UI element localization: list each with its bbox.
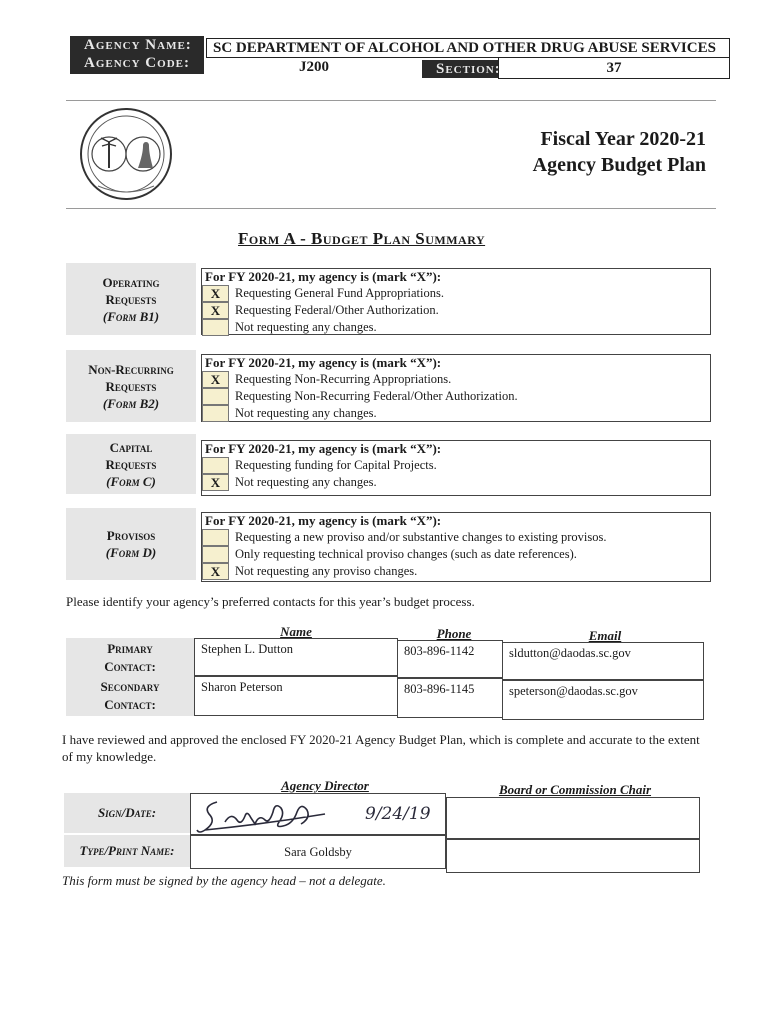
- option-row: [202, 285, 710, 302]
- col-header-agency-director: Agency Director: [281, 778, 369, 793]
- section-label-form: (Form D): [105, 545, 157, 560]
- col-header-email: Email: [588, 628, 622, 643]
- form-title: Form A - Budget Plan Summary: [238, 229, 486, 248]
- col-header-name: Name: [280, 624, 312, 639]
- section-label-line: Requests: [105, 378, 157, 394]
- director-signature-icon: [195, 794, 365, 838]
- top-divider: [66, 100, 716, 101]
- agency-header-labels: [70, 36, 204, 74]
- agency-code-value: J200: [299, 59, 329, 75]
- mark-box[interactable]: X: [202, 285, 229, 302]
- budget-plan-line: Agency Budget Plan: [532, 154, 706, 176]
- option-text: Requesting funding for Capital Projects.: [235, 458, 437, 472]
- mark-box[interactable]: [202, 457, 229, 474]
- signature-date: 9/24/19: [365, 804, 431, 824]
- mark-box[interactable]: [202, 546, 229, 563]
- section-label-line: Operating: [102, 274, 160, 290]
- operating-requests-label: [66, 263, 196, 335]
- option-row: [202, 457, 710, 474]
- signature-footnote: This form must be signed by the agency head – not a delegate.: [62, 873, 386, 888]
- mark-box[interactable]: [202, 405, 229, 422]
- fiscal-year-line: Fiscal Year 2020-21: [540, 128, 706, 150]
- panel-heading: For FY 2020-21, my agency is (mark “X”):: [205, 513, 442, 528]
- option-text: Requesting Non-Recurring Appropriations.: [235, 372, 452, 386]
- option-text: Requesting Non-Recurring Federal/Other Authorization.: [235, 389, 518, 403]
- provisos-label: [66, 508, 196, 580]
- capital-requests-label: [66, 434, 196, 494]
- option-text: Requesting Federal/Other Authorization.: [235, 303, 439, 317]
- option-row: [202, 529, 710, 546]
- capital-requests-panel: [201, 440, 711, 496]
- option-text: Requesting a new proviso and/or substantive changes to existing provisos.: [235, 530, 607, 544]
- panel-heading: For FY 2020-21, my agency is (mark “X”):: [205, 355, 442, 370]
- option-text: Not requesting any changes.: [235, 475, 377, 489]
- secondary-contact-label: [66, 676, 194, 716]
- section-label-line: Non-Recurring: [88, 361, 174, 377]
- agency-name-field: [206, 38, 730, 58]
- option-text: Requesting General Fund Appropriations.: [235, 286, 444, 300]
- title-divider: [66, 208, 716, 209]
- mark-box[interactable]: X: [202, 474, 229, 491]
- option-row: [202, 474, 710, 491]
- option-row: [202, 563, 710, 580]
- contact-label-line: Secondary: [100, 679, 160, 694]
- mark-box[interactable]: [202, 529, 229, 546]
- approval-statement: I have reviewed and approved the enclosed FY 2020-21 Agency Budget Plan, which is complete and accurate to the extent of my knowledge.: [62, 732, 700, 764]
- mark-box[interactable]: [202, 319, 229, 336]
- mark-box[interactable]: [202, 388, 229, 405]
- mark-box[interactable]: X: [202, 371, 229, 388]
- primary-email-cell[interactable]: sldutton@daodas.sc.gov: [502, 642, 704, 680]
- option-text: Not requesting any proviso changes.: [235, 564, 418, 578]
- primary-contact-label: [66, 638, 194, 678]
- section-label-line: Requests: [105, 456, 157, 472]
- contact-label-line: Contact:: [104, 659, 156, 674]
- state-seal-icon: [78, 106, 174, 202]
- contact-label-line: Contact:: [104, 697, 156, 712]
- panel-heading: For FY 2020-21, my agency is (mark “X”):: [205, 269, 442, 284]
- secondary-name-cell[interactable]: Sharon Peterson: [194, 676, 398, 716]
- section-label-form: (Form B1): [102, 308, 160, 324]
- secondary-email-cell[interactable]: speterson@daodas.sc.gov: [502, 680, 704, 720]
- director-signature-cell[interactable]: [190, 793, 446, 835]
- operating-requests-panel: [201, 268, 711, 335]
- provisos-panel: [201, 512, 711, 582]
- mark-box[interactable]: X: [202, 563, 229, 580]
- option-row: [202, 371, 710, 388]
- option-text: Not requesting any changes.: [235, 320, 377, 334]
- section-value: 37: [498, 57, 730, 79]
- mark-box[interactable]: X: [202, 302, 229, 319]
- option-text: Not requesting any changes.: [235, 406, 377, 420]
- agency-name-label: Agency Name:: [84, 37, 192, 53]
- secondary-phone-cell[interactable]: 803-896-1145: [397, 678, 503, 718]
- option-text: Only requesting technical proviso changes (such as date references).: [235, 547, 577, 561]
- option-row: [202, 546, 710, 563]
- non-recurring-requests-panel: [201, 354, 711, 422]
- agency-name-value: SC DEPARTMENT OF ALCOHOL AND OTHER DRUG ABUSE SERVICES: [213, 40, 716, 56]
- section-label: Section:: [422, 60, 498, 78]
- option-row: [202, 388, 710, 405]
- primary-phone-cell[interactable]: 803-896-1142: [397, 640, 503, 678]
- option-row: [202, 319, 710, 336]
- contact-label-line: Primary: [107, 641, 153, 656]
- fiscal-year-title: [440, 126, 706, 178]
- section-label-line: Provisos: [106, 528, 156, 543]
- panel-heading: For FY 2020-21, my agency is (mark “X”):: [205, 441, 442, 456]
- col-header-board-chair: Board or Commission Chair: [498, 782, 652, 797]
- non-recurring-requests-label: [66, 350, 196, 422]
- section-label-line: Capital: [109, 439, 153, 455]
- board-chair-signature-cell[interactable]: [446, 797, 700, 839]
- type-print-name-label: Type/Print Name:: [64, 835, 190, 867]
- section-label-form: (Form B2): [102, 395, 160, 411]
- option-row: [202, 302, 710, 319]
- primary-name-cell[interactable]: Stephen L. Dutton: [194, 638, 398, 676]
- section-label-form: (Form C): [106, 473, 156, 489]
- contacts-intro: Please identify your agency’s preferred contacts for this year’s budget process.: [66, 594, 475, 609]
- col-header-phone: Phone: [436, 626, 472, 641]
- agency-code-label: Agency Code:: [84, 55, 190, 71]
- board-chair-name-cell[interactable]: [446, 839, 700, 873]
- director-name-cell[interactable]: Sara Goldsby: [190, 835, 446, 869]
- sign-date-label: Sign/Date:: [64, 793, 190, 833]
- section-label-line: Requests: [105, 291, 157, 307]
- option-row: [202, 405, 710, 422]
